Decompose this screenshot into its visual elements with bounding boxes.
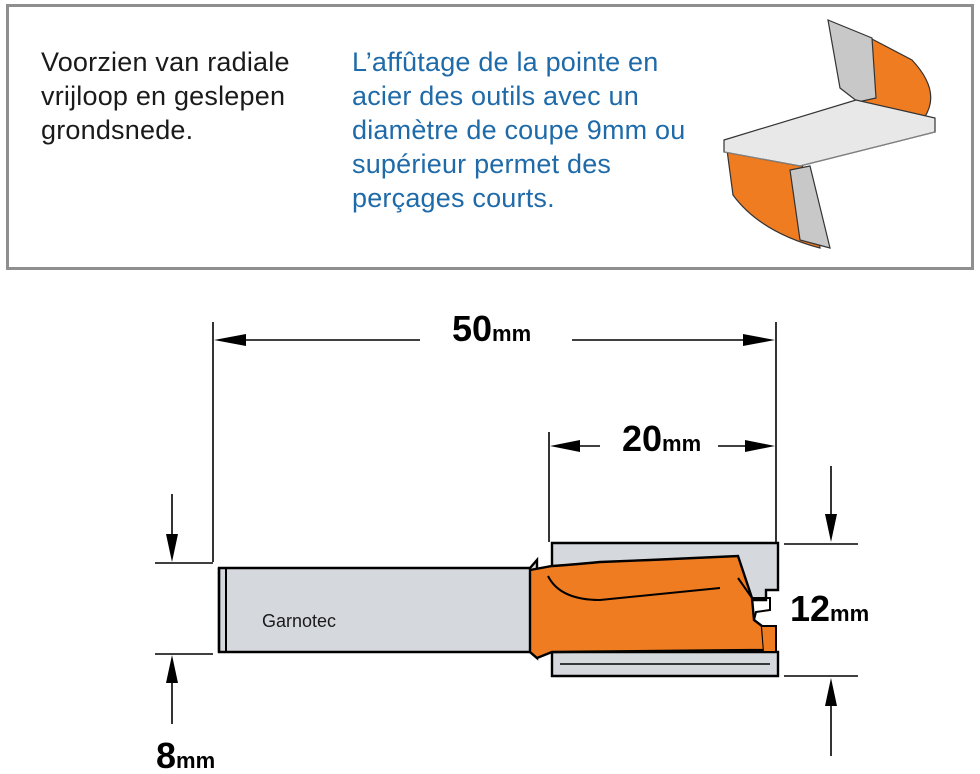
carbide-cutter [530, 556, 764, 658]
cutting-edge-detail-icon [724, 20, 935, 248]
dim-12-label: 12mm [790, 588, 870, 629]
description-french: L’affûtage de la pointe en acier des outils avec un diamètre de coupe 9mm ou supérieur permet des perçages courts. [352, 47, 686, 213]
dim-50-label: 50mm [452, 308, 532, 349]
description-dutch: Voorzien van radiale vrijloop en geslepen grondsnede. [41, 47, 290, 145]
dim-8-label: 8mm [156, 735, 216, 774]
brand-label: Garnotec [262, 611, 337, 631]
router-bit [219, 543, 778, 676]
dimension-lines [155, 322, 858, 756]
shank [219, 560, 537, 658]
dim-20-label: 20mm [622, 418, 702, 459]
